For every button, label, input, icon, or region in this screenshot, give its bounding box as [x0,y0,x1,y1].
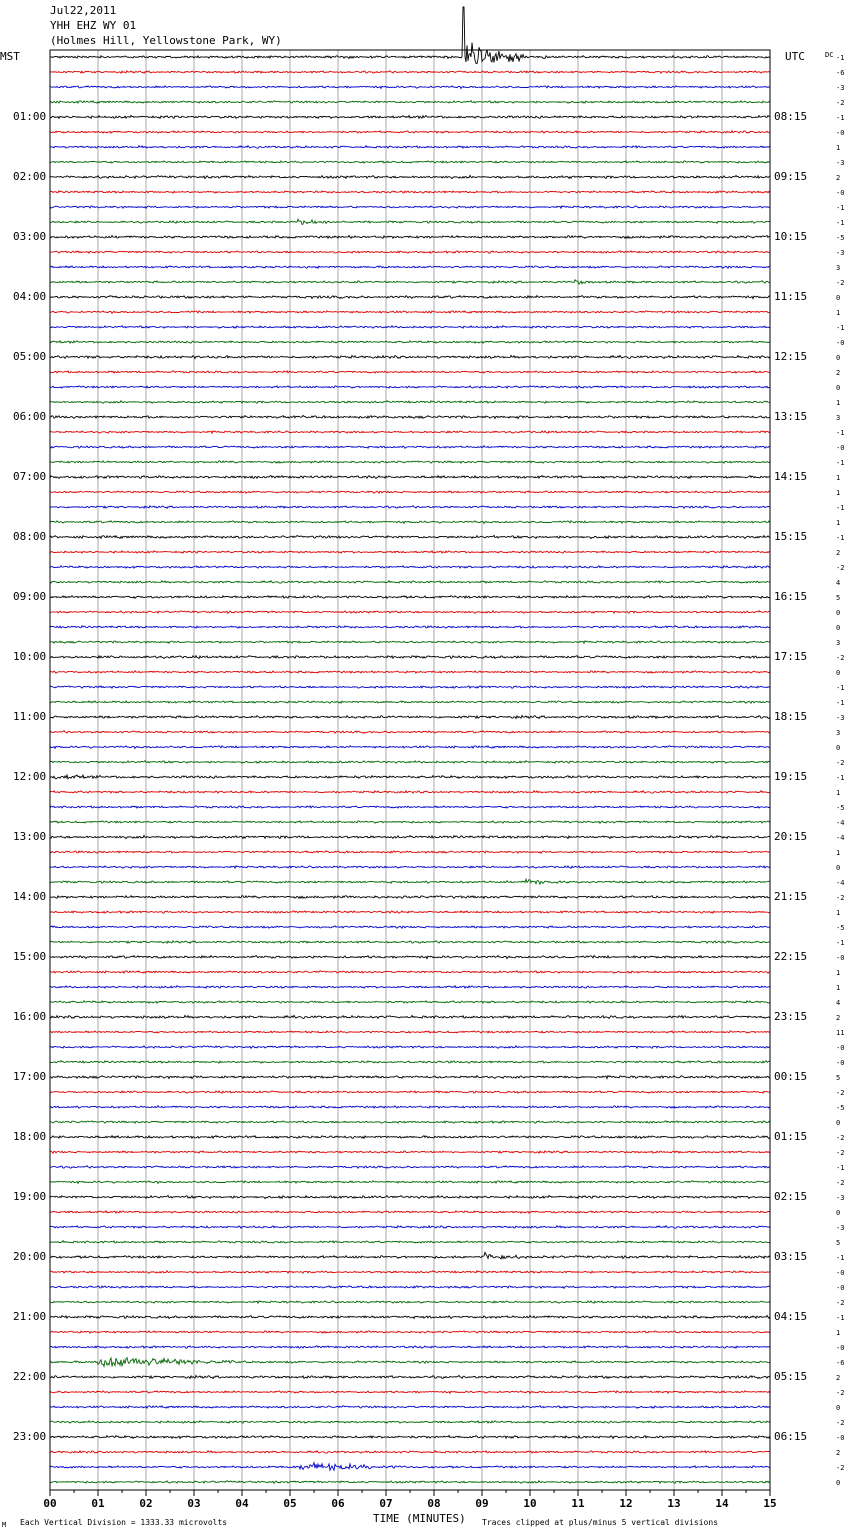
right-hour-label: 09:15 [774,170,808,183]
dc-offset-label: -2 [836,1134,845,1142]
dc-offset-label: -0 [836,1269,845,1277]
dc-offset-label: -0 [836,1434,845,1442]
dc-offset-label: -2 [836,1419,845,1427]
dc-offset-label: -0 [836,1059,845,1067]
trace-row [50,1091,770,1093]
dc-offset-label: -1 [836,699,845,707]
trace-row [50,219,770,224]
right-hour-label: 12:15 [774,350,808,363]
left-timezone-label: MST [0,50,20,63]
minute-gridlines [50,50,770,1490]
trace-row [50,566,770,568]
dc-offset-label: 0 [836,744,841,752]
dc-offset-label: 0 [836,384,841,392]
location-label: (Holmes Hill, Yellowstone Park, WY) [50,34,282,47]
trace-row [50,1375,770,1378]
left-hour-label: 11:00 [13,710,47,723]
trace-row [50,101,770,104]
trace-row [50,956,770,959]
x-tick-label: 06 [331,1497,345,1510]
left-hour-label: 02:00 [13,170,47,183]
trace-row [50,251,770,253]
left-hour-label: 09:00 [13,590,47,603]
trace-row [50,206,770,208]
dc-offset-label: 0 [836,1404,841,1412]
trace-row [50,266,770,268]
dc-offset-label: -2 [836,1149,845,1157]
trace-row [50,146,770,149]
trace-row [50,1166,770,1169]
trace-row [50,521,770,524]
left-hour-label: 07:00 [13,470,47,483]
dc-offset-label: -2 [836,1389,845,1397]
trace-row [50,1481,770,1484]
x-tick-label: 01 [91,1497,105,1510]
dc-offset-label: 1 [836,144,841,152]
right-hour-label: 16:15 [774,590,808,603]
seismic-traces [50,7,770,1483]
trace-row [50,821,770,824]
dc-offset-label: -0 [836,954,845,962]
dc-offset-label: 11 [836,1029,845,1037]
dc-offset-label: -1 [836,939,845,947]
trace-row [50,1436,770,1439]
trace-row [50,941,770,944]
dc-offset-label: 2 [836,1374,841,1382]
dc-offset-label: -1 [836,534,845,542]
trace-row [50,775,770,779]
right-hour-label: 02:15 [774,1190,808,1203]
dc-offset-label: 3 [836,729,841,737]
trace-row [50,446,770,449]
left-hour-label: 20:00 [13,1250,47,1263]
left-hour-label: 01:00 [13,110,47,123]
right-hour-label: 17:15 [774,650,808,663]
x-tick-label: 05 [283,1497,297,1510]
trace-row [50,296,770,299]
trace-row [50,1226,770,1229]
x-axis-title: TIME (MINUTES) [373,1512,466,1525]
trace-row [50,1211,770,1213]
dc-offset-label: -0 [836,444,845,452]
dc-offset-label: -1 [836,54,845,62]
left-hour-label: 06:00 [13,410,47,423]
dc-offset-label: -3 [836,84,845,92]
left-hour-label: 18:00 [13,1130,47,1143]
trace-row [50,1421,770,1423]
dc-offset-label: 0 [836,1119,841,1127]
x-tick-label: 15 [763,1497,777,1510]
left-hour-label: 16:00 [13,1010,47,1023]
dc-offset-label: 0 [836,624,841,632]
dc-offset-label: 1 [836,489,841,497]
dc-offset-label: -3 [836,1224,845,1232]
dc-offset-label: 1 [836,909,841,917]
dc-offset-label: 3 [836,264,841,272]
trace-row [50,1046,770,1049]
dc-offset-label: -1 [836,774,845,782]
scale-note: Each Vertical Division = 1333.33 microvolts [20,1518,228,1527]
trace-row [50,506,770,509]
dc-offset-label: 4 [836,999,841,1007]
trace-row [50,1151,770,1154]
trace-row [50,71,770,74]
left-hour-label: 17:00 [13,1070,47,1083]
trace-row [50,535,770,538]
dc-offset-label: -1 [836,324,845,332]
trace-row [50,879,770,884]
right-hour-label: 13:15 [774,410,808,423]
dc-offset-label: -2 [836,894,845,902]
dc-offset-label: -5 [836,234,845,242]
trace-row [50,1358,770,1367]
trace-row [50,355,770,358]
trace-row [50,280,770,284]
x-tick-label: 08 [427,1497,441,1510]
trace-row [50,476,770,479]
dc-offset-label: 0 [836,864,841,872]
trace-row [50,851,770,854]
trace-row [50,191,770,194]
trace-row [50,926,770,928]
dc-offset-label: 5 [836,1074,841,1082]
dc-offset-label: -2 [836,1464,845,1472]
right-hour-label: 14:15 [774,470,808,483]
left-hour-label: 23:00 [13,1430,47,1443]
dc-offset-label: -0 [836,189,845,197]
dc-offset-label: 0 [836,1209,841,1217]
trace-row [50,386,770,389]
trace-row [50,1331,770,1333]
dc-offset-label: -3 [836,159,845,167]
trace-row [50,1346,770,1348]
dc-offset-label: -0 [836,339,845,347]
left-hour-label: 10:00 [13,650,47,663]
plot-border [50,50,770,1490]
dc-offset-label: -1 [836,1314,845,1322]
dc-offset-label: 1 [836,849,841,857]
trace-row [50,761,770,764]
left-hour-label: 05:00 [13,350,47,363]
dc-offset-label: -5 [836,804,845,812]
trace-row [50,626,770,629]
dc-header-label: DC [825,51,834,59]
station-label: YHH EHZ WY 01 [50,19,137,32]
trace-row [50,671,770,674]
x-tick-label: 07 [379,1497,393,1510]
dc-offset-label: -1 [836,114,845,122]
dc-offset-label: 1 [836,519,841,527]
dc-offset-label: 0 [836,354,841,362]
trace-row [50,116,770,119]
dc-offset-label: -1 [836,684,845,692]
trace-row [50,1391,770,1394]
trace-row [50,641,770,643]
trace-row [50,686,770,688]
dc-offset-label: -3 [836,1194,845,1202]
dc-offset-label: -1 [836,429,845,437]
trace-row [50,551,770,553]
x-tick-label: 09 [475,1497,489,1510]
right-hour-label: 21:15 [774,890,808,903]
dc-offset-label: 5 [836,594,841,602]
dc-offset-label: 0 [836,669,841,677]
trace-row [50,161,770,163]
right-hour-label: 00:15 [774,1070,808,1083]
x-axis-ticks [50,1490,770,1496]
trace-row [50,1121,770,1123]
dc-offset-label: 0 [836,294,841,302]
trace-row [50,866,770,868]
trace-row [50,86,770,89]
trace-row [50,131,770,133]
trace-row [50,341,770,343]
trace-row [50,236,770,239]
trace-row [50,1181,770,1184]
left-hour-label: 08:00 [13,530,47,543]
dc-offset-label: -2 [836,279,845,287]
trace-row [50,401,770,404]
dc-offset-label: 2 [836,174,841,182]
dc-offset-label: -4 [836,834,845,842]
dc-offset-label: -2 [836,564,845,572]
trace-row [50,491,770,493]
x-tick-label: 10 [523,1497,537,1510]
trace-row [50,1076,770,1079]
dc-offset-label: 1 [836,984,841,992]
trace-row [50,896,770,899]
right-hour-label: 15:15 [774,530,808,543]
trace-row [50,371,770,373]
trace-row [50,1252,770,1259]
right-hour-label: 22:15 [774,950,808,963]
dc-offset-label: -4 [836,819,845,827]
trace-row [50,311,770,314]
left-hour-label: 19:00 [13,1190,47,1203]
trace-row [50,986,770,988]
trace-row [50,1195,770,1198]
x-tick-label: 02 [139,1497,153,1510]
trace-row [50,1301,770,1303]
trace-row [50,175,770,178]
dc-offset-label: -0 [836,1344,845,1352]
trace-row [50,791,770,794]
dc-offset-label: -2 [836,1089,845,1097]
trace-row [50,971,770,974]
trace-row [50,1136,770,1139]
dc-offset-label: -1 [836,504,845,512]
right-hour-label: 23:15 [774,1010,808,1023]
dc-offset-label: 1 [836,399,841,407]
left-hour-label: 15:00 [13,950,47,963]
right-hour-label: 20:15 [774,830,808,843]
left-hour-label: 12:00 [13,770,47,783]
right-hour-label: 10:15 [774,230,808,243]
footer-mark: M [2,1521,7,1529]
trace-row [50,415,770,418]
dc-offset-label: -1 [836,459,845,467]
dc-offset-label: 3 [836,414,841,422]
dc-offset-label: -1 [836,1164,845,1172]
dc-offset-label: 1 [836,474,841,482]
left-hour-label: 22:00 [13,1370,47,1383]
right-hour-label: 01:15 [774,1130,808,1143]
dc-offset-label: -3 [836,714,845,722]
right-timezone-label: UTC [785,50,805,63]
trace-row [50,835,770,838]
x-tick-label: 04 [235,1497,249,1510]
x-tick-label: 12 [619,1497,633,1510]
right-hour-label: 04:15 [774,1310,808,1323]
dc-offset-label: 3 [836,639,841,647]
trace-row [50,1463,770,1471]
trace-row [50,1286,770,1289]
dc-offset-label: -3 [836,249,845,257]
trace-row [50,611,770,614]
dc-offset-label: 2 [836,1449,841,1457]
dc-offset-label: -2 [836,1179,845,1187]
x-axis-tick-labels [43,1497,776,1510]
dc-offset-label: -1 [836,1254,845,1262]
dc-offset-label: 1 [836,789,841,797]
dc-offset-label: 0 [836,1479,841,1487]
left-hour-label: 04:00 [13,290,47,303]
trace-row [50,806,770,808]
dc-offset-label: -2 [836,1299,845,1307]
x-tick-label: 14 [715,1497,729,1510]
left-hour-label: 21:00 [13,1310,47,1323]
date-label: Jul22,2011 [50,4,117,17]
dc-offset-label: -1 [836,204,845,212]
right-hour-label: 05:15 [774,1370,808,1383]
trace-row [50,431,770,433]
dc-offset-label: 2 [836,369,841,377]
dc-offset-label: -1 [836,219,845,227]
right-hour-label: 03:15 [774,1250,808,1263]
dc-offset-label: -6 [836,69,845,77]
trace-row [50,1316,770,1319]
trace-row [50,731,770,734]
trace-row [50,1241,770,1243]
dc-offset-label: 2 [836,1014,841,1022]
dc-offset-label: -5 [836,1104,845,1112]
dc-offset-label: 1 [836,1329,841,1337]
right-hour-label: 11:15 [774,290,808,303]
dc-offset-label: -2 [836,654,845,662]
dc-offset-label: -2 [836,99,845,107]
right-hour-label: 08:15 [774,110,808,123]
dc-offset-label: -2 [836,759,845,767]
trace-row [50,656,770,659]
dc-offset-label: -4 [836,879,845,887]
trace-row [50,1061,770,1064]
trace-row [50,581,770,584]
trace-row [50,1271,770,1274]
x-tick-label: 13 [667,1497,681,1510]
trace-row [50,911,770,913]
dc-offset-label: -0 [836,1044,845,1052]
x-tick-label: 03 [187,1497,201,1510]
trace-row [50,1015,770,1018]
x-tick-label: 00 [43,1497,57,1510]
trace-row [50,716,770,719]
trace-row [50,461,770,463]
trace-row [50,1406,770,1409]
dc-offset-label: 0 [836,609,841,617]
dc-offset-label: -0 [836,129,845,137]
x-tick-label: 11 [571,1497,585,1510]
dc-offset-label: -6 [836,1359,845,1367]
dc-offset-label: 2 [836,549,841,557]
trace-row [50,1451,770,1454]
left-hour-label: 03:00 [13,230,47,243]
trace-row [50,1106,770,1109]
trace-row [50,326,770,329]
right-hour-label: 18:15 [774,710,808,723]
left-hour-label: 14:00 [13,890,47,903]
left-hour-label: 13:00 [13,830,47,843]
right-hour-label: 06:15 [774,1430,808,1443]
clip-note: Traces clipped at plus/minus 5 vertical divisions [482,1518,719,1527]
dc-offset-label: 1 [836,309,841,317]
trace-row [50,746,770,749]
trace-row [50,1031,770,1033]
right-hour-label: 19:15 [774,770,808,783]
dc-offset-label: 5 [836,1239,841,1247]
dc-offset-label: 4 [836,579,841,587]
dc-offset-label: -0 [836,1284,845,1292]
trace-row [50,596,770,599]
dc-offset-label: -5 [836,924,845,932]
trace-row [50,1001,770,1003]
trace-row [50,701,770,703]
dc-offset-label: 1 [836,969,841,977]
